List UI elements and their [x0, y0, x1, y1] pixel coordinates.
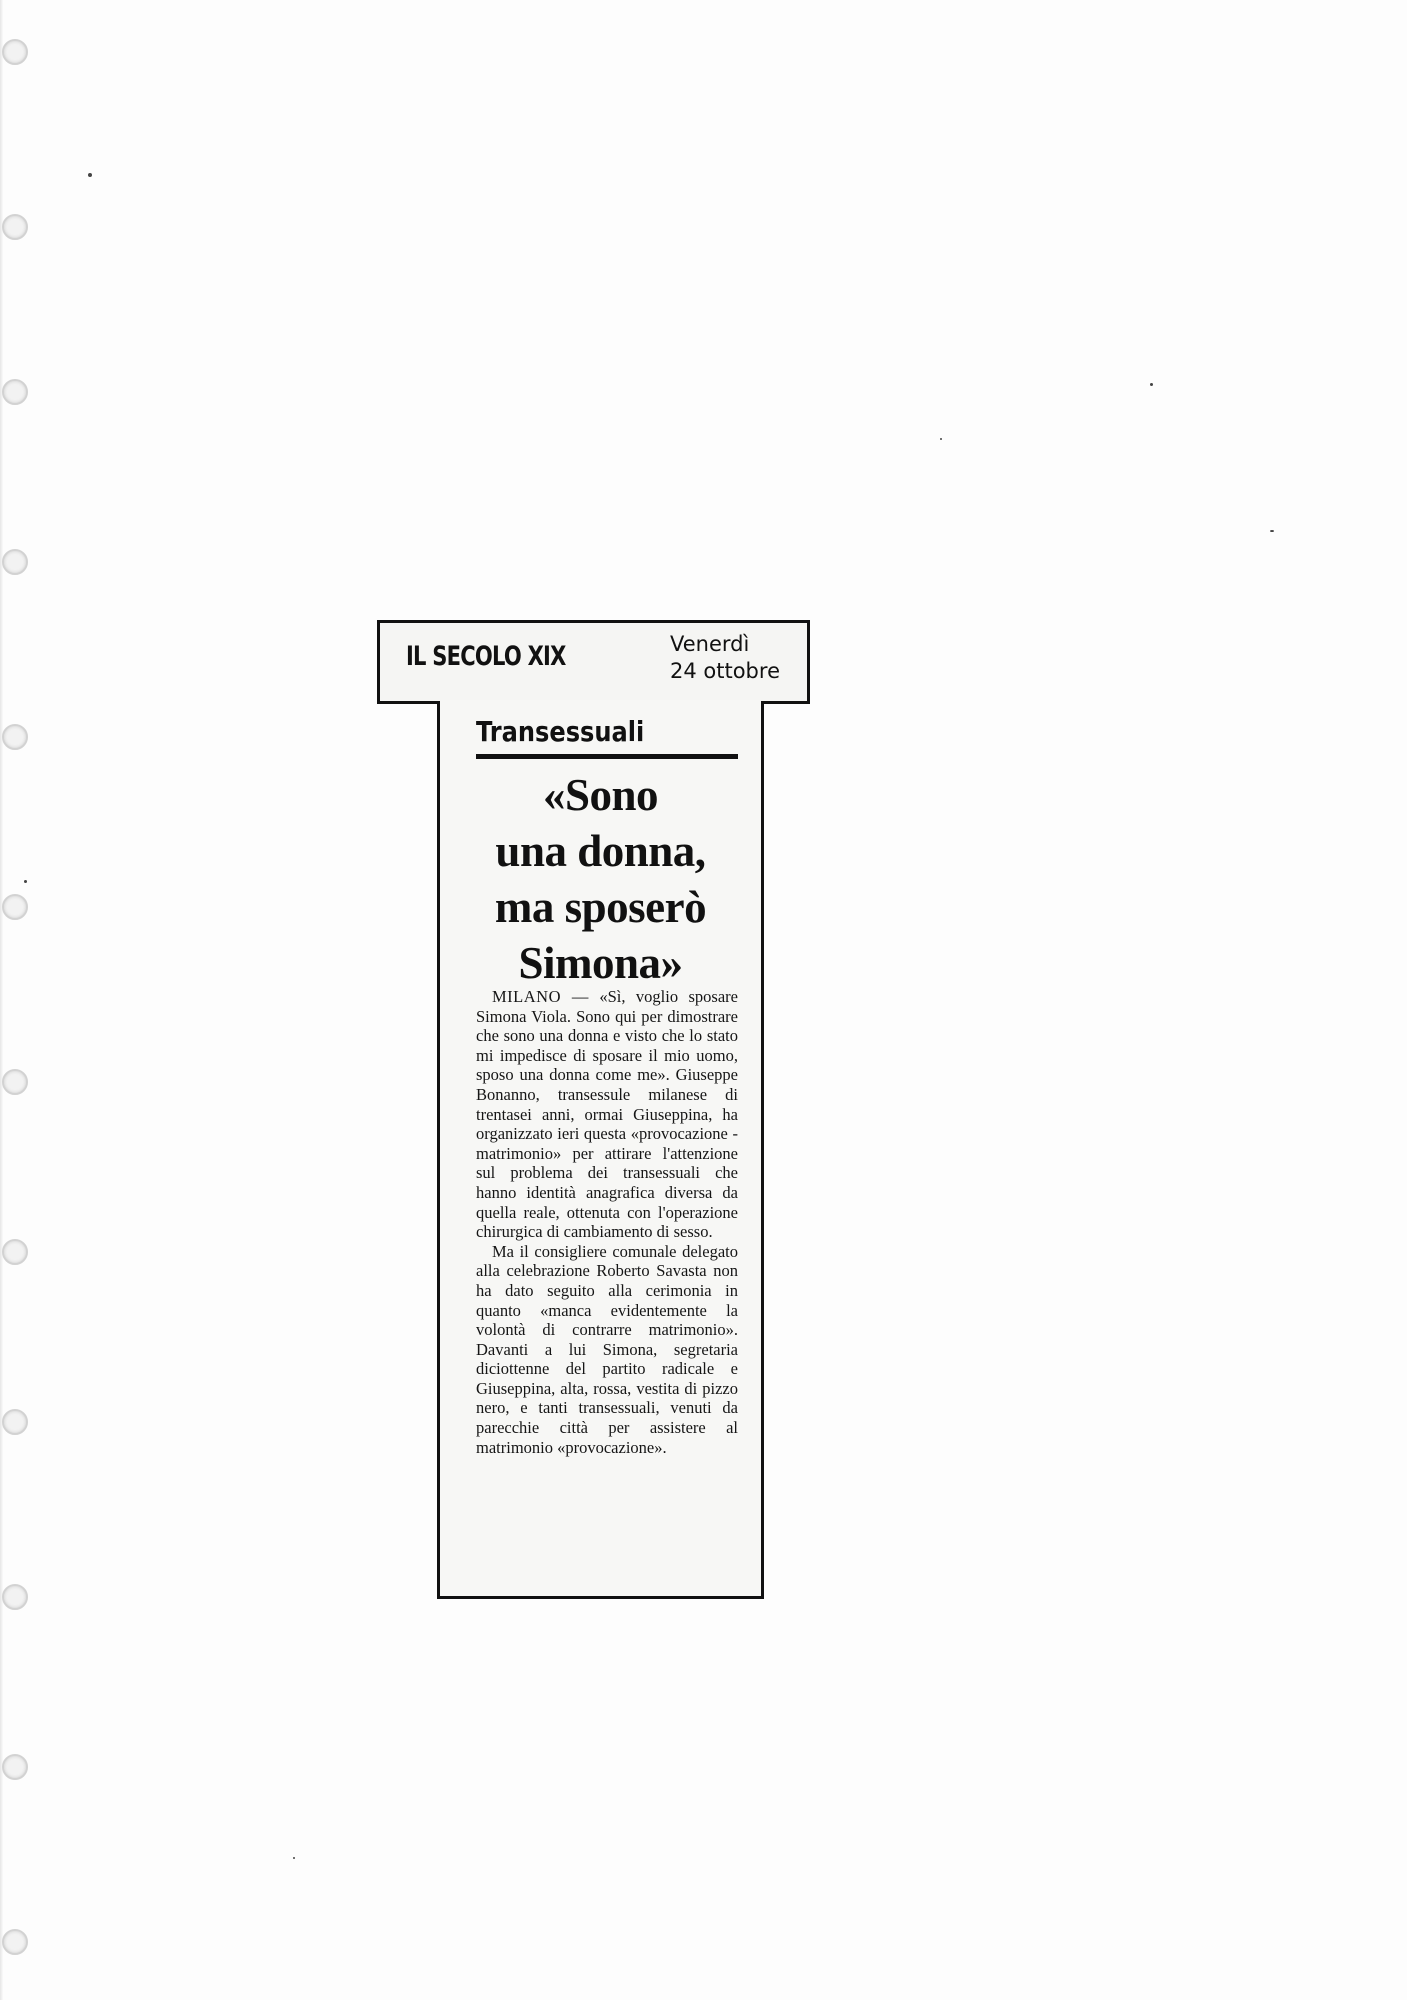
- punch-hole: [2, 1929, 28, 1955]
- header-body-join: [440, 700, 761, 708]
- headline-line: una donna,: [495, 826, 706, 876]
- publication-date: [670, 631, 780, 685]
- kicker-rule: [476, 754, 738, 759]
- punch-hole: [2, 549, 28, 575]
- punch-hole: [2, 1409, 28, 1435]
- punch-hole: [2, 894, 28, 920]
- clipping-header: [377, 620, 810, 704]
- punch-hole: [2, 1584, 28, 1610]
- punch-hole: [2, 1239, 28, 1265]
- punch-hole: [2, 724, 28, 750]
- headline-line: Simona»: [518, 938, 683, 988]
- clipping-article: [437, 701, 764, 1599]
- article-paragraph: [476, 987, 738, 1242]
- newspaper-masthead: IL SECOLO XIX: [406, 641, 566, 672]
- article-dateline: MILANO —: [492, 987, 589, 1006]
- binder-edge: [0, 0, 3, 2000]
- punch-hole: [2, 39, 28, 65]
- scan-speck: [293, 1857, 295, 1859]
- article-paragraph: Ma il consigliere comunale delegato alla celebrazione Roberto Savasta non ha dato seguito alla cerimonia in quanto «manca evidentemente la volontà di contrarre matrimonio». Davanti a lui Simona, segretaria diciottenne del partito radicale e Giuseppina, alta, rossa, vestita di pizzo nero, e tanti transessuali, venuti da parecchie città per assistere al matrimonio «provocazione».: [476, 1241, 738, 1457]
- date-day-month: 24 ottobre: [670, 659, 780, 683]
- article-body: [476, 987, 738, 1457]
- scan-speck: [940, 438, 942, 440]
- punch-hole: [2, 1754, 28, 1780]
- punch-hole: [2, 214, 28, 240]
- headline-line: ma sposerò: [494, 882, 707, 932]
- scan-speck: [24, 880, 27, 883]
- punch-hole: [2, 379, 28, 405]
- article-headline: [440, 767, 761, 991]
- scan-speck: [1150, 383, 1153, 386]
- scan-speck: [88, 173, 92, 177]
- punch-hole: [2, 1069, 28, 1095]
- article-kicker: Transessuali: [476, 715, 645, 748]
- paragraph-text: «Sì, voglio sposare Simona Viola. Sono qui per dimostrare che sono una donna e visto che lo stato mi impedisce di sposare il mio uomo, sposo una donna come me». Giuseppe Bonanno, transessule milanese di trentasei anni, ormai Giuseppina, ha organizzato ieri questa «provocazione - matrimonio» per attirare l'attenzione sul problema dei transessuali che hanno identità anagrafica diversa da quella reale, ottenuta con l'operazione chirurgica di cambiamento di sesso.: [476, 987, 738, 1242]
- date-weekday: Venerdì: [670, 632, 750, 656]
- headline-line: «Sono: [542, 770, 659, 820]
- scan-speck: [1270, 530, 1274, 532]
